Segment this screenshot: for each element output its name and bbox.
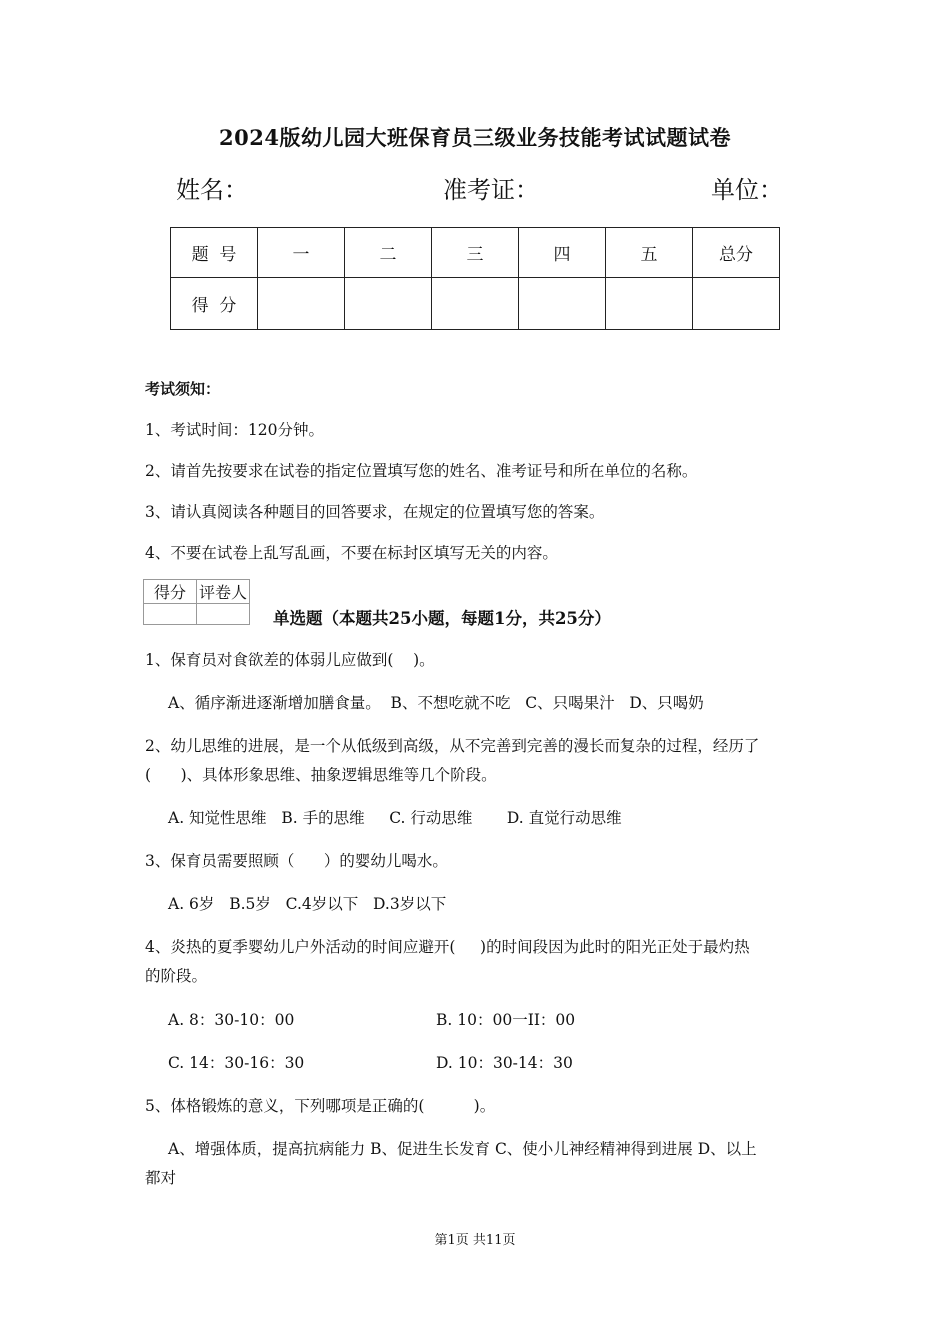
question-4-option-c: C. 14：30-16：30 [168, 1054, 305, 1072]
notice-heading: 考试须知： [145, 380, 221, 398]
score-table [170, 227, 780, 330]
score-cell[interactable] [606, 278, 693, 330]
notice-item: 4、不要在试卷上乱写乱画，不要在标封区填写无关的内容。 [145, 544, 558, 562]
question-2-stem-continued: ( )、具体形象思维、抽象逻辑思维等几个阶段。 [145, 766, 497, 784]
question-3-options: A. 6岁 B.5岁 C.4岁以下 D.3岁以下 [168, 895, 447, 913]
grader-reviewer-label: 评卷人 [197, 580, 250, 604]
question-4-option-b: B. 10：00一II：00 [436, 1011, 576, 1029]
score-table-header-cell: 题 号 [171, 228, 258, 278]
score-cell[interactable] [693, 278, 780, 330]
score-cell[interactable] [432, 278, 519, 330]
name-field-label: 姓名： [176, 176, 248, 204]
question-4-option-d: D. 10：30-14：30 [436, 1054, 573, 1072]
score-table-header-cell: 三 [432, 228, 519, 278]
exam-id-field-label: 准考证： [443, 176, 539, 204]
question-1-options: A、循序渐进逐渐增加膳食量。 B、不想吃就不吃 C、只喝果汁 D、只喝奶 [168, 694, 704, 712]
score-cell[interactable] [258, 278, 345, 330]
grader-reviewer-cell[interactable] [197, 604, 250, 625]
question-5-options: A、增强体质，提高抗病能力 B、促进生长发育 C、使小儿神经精神得到进展 D、以上 [168, 1140, 757, 1158]
question-1-stem: 1、保育员对食欲差的体弱儿应做到( )。 [145, 651, 435, 669]
score-table-header-row [171, 228, 780, 278]
notice-item: 1、考试时间：120分钟。 [145, 421, 324, 439]
score-table-score-row [171, 278, 780, 330]
score-table-header-cell: 总分 [693, 228, 780, 278]
section-heading: 单选题（本题共25小题，每题1分，共25分） [273, 609, 611, 628]
question-5-options-continued: 都对 [145, 1169, 177, 1187]
score-table-header-cell: 一 [258, 228, 345, 278]
question-3-stem: 3、保育员需要照顾（ ）的婴幼儿喝水。 [145, 852, 448, 870]
score-cell[interactable] [345, 278, 432, 330]
grader-box [143, 579, 250, 625]
grader-score-cell[interactable] [144, 604, 197, 625]
question-4-option-a: A. 8：30-10：00 [168, 1011, 295, 1029]
score-table-header-cell: 四 [519, 228, 606, 278]
score-table-header-cell: 五 [606, 228, 693, 278]
question-2-stem: 2、幼儿思维的进展，是一个从低级到高级，从不完善到完善的漫长而复杂的过程，经历了 [145, 737, 760, 755]
question-5-stem: 5、体格锻炼的意义，下列哪项是正确的( )。 [145, 1097, 496, 1115]
unit-field-label: 单位： [711, 176, 783, 204]
question-2-options: A. 知觉性思维 B. 手的思维 C. 行动思维 D. 直觉行动思维 [168, 809, 622, 827]
page-title: 2024版幼儿园大班保育员三级业务技能考试试题试卷 [219, 125, 731, 150]
notice-item: 2、请首先按要求在试卷的指定位置填写您的姓名、准考证号和所在单位的名称。 [145, 462, 698, 480]
score-cell[interactable] [519, 278, 606, 330]
notice-item: 3、请认真阅读各种题目的回答要求，在规定的位置填写您的答案。 [145, 503, 605, 521]
question-4-stem-continued: 的阶段。 [145, 967, 208, 985]
question-4-stem: 4、炎热的夏季婴幼儿户外活动的时间应避开( )的时间段因为此时的阳光正处于最灼热 [145, 938, 750, 956]
page-footer: 第1页 共11页 [434, 1233, 516, 1248]
grader-score-label: 得分 [144, 580, 197, 604]
score-row-label: 得 分 [171, 278, 258, 330]
score-table-header-cell: 二 [345, 228, 432, 278]
